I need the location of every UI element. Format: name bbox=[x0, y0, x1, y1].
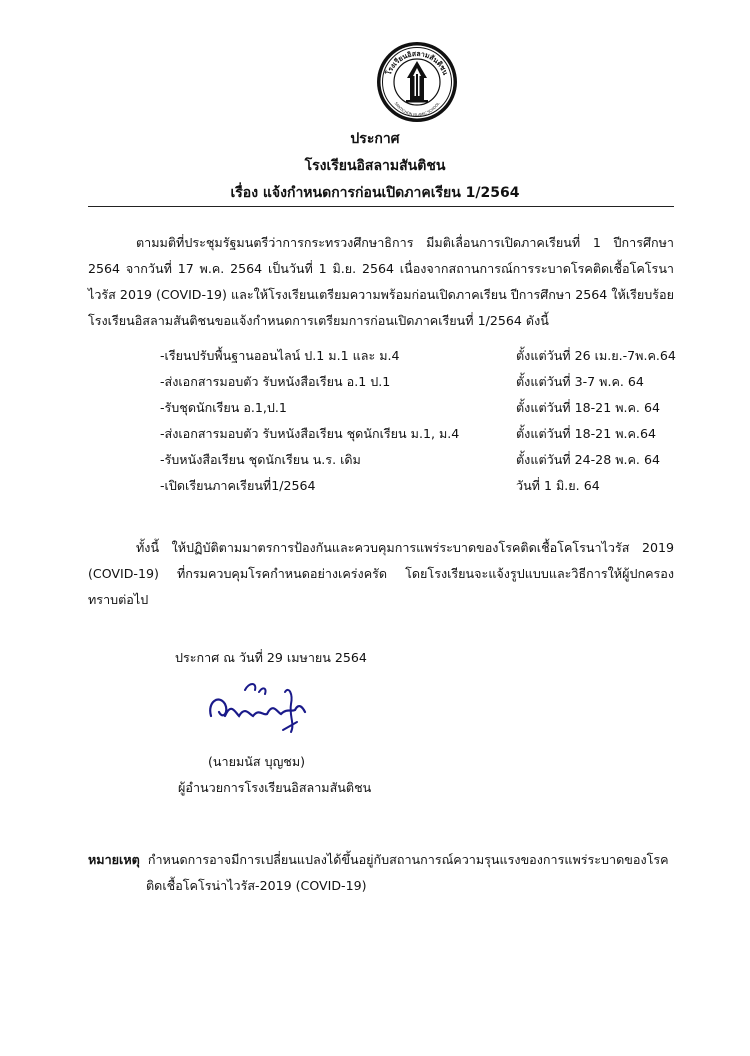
schedule-row bbox=[160, 395, 680, 421]
schedule-item: -เรียนปรับพื้นฐานออนไลน์ ป.1 ม.1 และ ม.4 bbox=[160, 348, 400, 363]
schedule-item: -รับชุดนักเรียน อ.1,ป.1 bbox=[160, 400, 287, 415]
schedule-row bbox=[160, 473, 680, 499]
schedule-item: -รับหนังสือเรียน ชุดนักเรียน น.ร. เดิม bbox=[160, 452, 361, 467]
announcement-heading: ประกาศ bbox=[350, 131, 400, 147]
intro-paragraph: ตามมติที่ประชุมรัฐมนตรีว่าการกระทรวงศึกษาธิการ มีมติเลื่อนการเปิดภาคเรียนที่ 1 ปีการศึกษา 2564 จากวันที่ 17 พ.ค. 2564 เป็นวันที่ 1 มิ.ย. 2564 เนื่องจากสถานการณ์การระบาดโรคติดเชื้อโคโรนาไวรัส 2019 (COVID-19) และให้โรงเรียนเตรียมความพร้อมก่อนเปิดภาคเรียน ปีการศึกษา 2564 ให้เรียบร้อย โรงเรียนอิสลามสันติชนขอแจ้งกำหนดการเตรียมการก่อนเปิดภาคเรียนที่ 1/2564 ดังนี้ bbox=[88, 235, 674, 328]
schedule-row bbox=[160, 447, 680, 473]
schedule-date: ตั้งแต่วันที่ 26 เม.ย.-7พ.ค.64 bbox=[516, 348, 676, 363]
subject-heading: เรื่อง แจ้งกำหนดการก่อนเปิดภาคเรียน 1/2564 bbox=[230, 185, 520, 201]
header-divider bbox=[88, 206, 674, 207]
remark-text-line2: ติดเชื้อโคโรน่าไวรัส-2019 (COVID-19) bbox=[146, 878, 367, 893]
signature-image bbox=[205, 672, 325, 738]
schedule-date: ตั้งแต่วันที่ 3-7 พ.ค. 64 bbox=[516, 374, 644, 389]
schedule-list bbox=[160, 343, 680, 499]
announce-date: ประกาศ ณ วันที่ 29 เมษายน 2564 bbox=[175, 650, 367, 665]
signer-position: ผู้อำนวยการโรงเรียนอิสลามสันติชน bbox=[178, 780, 372, 795]
signer-name: (นายมนัส บุญชม) bbox=[208, 754, 306, 769]
schedule-row bbox=[160, 343, 680, 369]
svg-text:โรงเรียนอิสลามสันติชน: โรงเรียนอิสลามสันติชน bbox=[384, 49, 450, 77]
closing-paragraph: ทั้งนี้ ให้ปฏิบัติตามมาตรการป้องกันและควบคุมการแพร่ระบาดของโรคติดเชื้อโคโรนาไวรัส 2019 (COVID-19) ที่กรมควบคุมโรคกำหนดอย่างเคร่งครัด โดยโรงเรียนจะแจ้งรูปแบบและวิธีการให้ผู้ปกครองทราบต่อไป bbox=[88, 540, 674, 607]
remark bbox=[88, 850, 669, 870]
schedule-date: วันที่ 1 มิ.ย. 64 bbox=[516, 478, 600, 493]
schedule-row bbox=[160, 421, 680, 447]
schedule-item: -ส่งเอกสารมอบตัว รับหนังสือเรียน อ.1 ป.1 bbox=[160, 374, 391, 389]
schedule-date: ตั้งแต่วันที่ 18-21 พ.ค. 64 bbox=[516, 400, 660, 415]
svg-text:SANTICHON ISLAMIC SCHOOL: SANTICHON ISLAMIC SCHOOL bbox=[393, 101, 441, 118]
remark-label: หมายเหตุ bbox=[88, 852, 140, 867]
schedule-row bbox=[160, 369, 680, 395]
school-seal-logo bbox=[375, 40, 459, 124]
remark-text-line1: กำหนดการอาจมีการเปลี่ยนแปลงได้ขึ้นอยู่กับสถานการณ์ความรุนแรงของการแพร่ระบาดของโรค bbox=[147, 852, 669, 867]
schedule-item: -เปิดเรียนภาคเรียนที่1/2564 bbox=[160, 478, 316, 493]
schedule-date: ตั้งแต่วันที่ 18-21 พ.ค.64 bbox=[516, 426, 656, 441]
schedule-date: ตั้งแต่วันที่ 24-28 พ.ค. 64 bbox=[516, 452, 660, 467]
school-name-heading: โรงเรียนอิสลามสันติชน bbox=[304, 158, 446, 174]
schedule-item: -ส่งเอกสารมอบตัว รับหนังสือเรียน ชุดนักเรียน ม.1, ม.4 bbox=[160, 426, 460, 441]
